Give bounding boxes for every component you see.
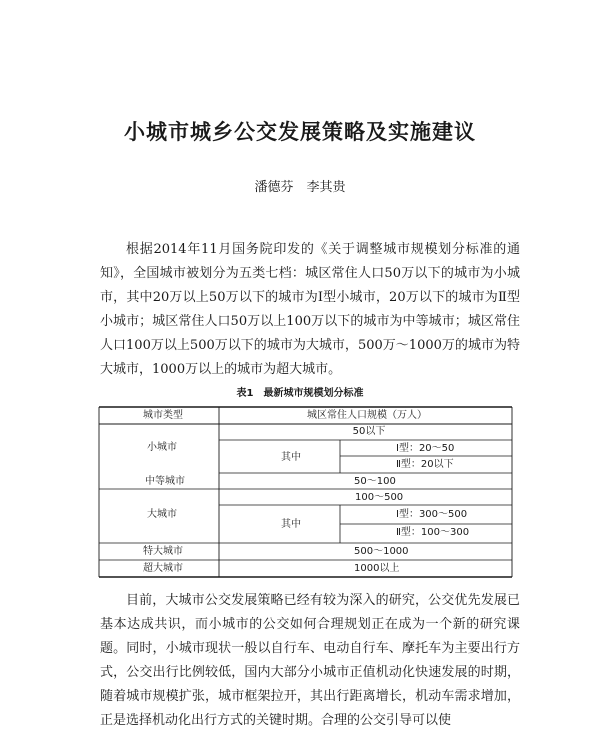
large-city-type2: Ⅱ型：100～300 [396,527,470,538]
small-city-sub-label: 其中 [281,452,301,463]
row-megacity: 特大城市 [143,546,183,557]
large-city-type1: Ⅰ型：300～500 [396,509,468,520]
large-city-sub-label: 其中 [281,519,301,530]
supercity-range: 1000以上 [354,563,400,574]
small-city-type1: Ⅰ型：20～50 [396,443,455,454]
intro-paragraph: 根据2014年11月国务院印发的《关于调整城市规模划分标准的通知》，全国城市被划分为五类七档：城区常住人口50万以下的城市为小城市，其中20万以上50万以下的城市为Ⅰ型小城市，20万以下的城市为Ⅱ型小城市；城区常住人口50万以上100万以下的城市为中等城市；城区常住人口100万以上500万以下的城市为大城市，500万～1000万的城市为特大城市，1000万以上的城市为超大城市。 [100,242,520,377]
header-population: 城区常住人口规模（万人） [307,410,427,421]
medium-city-range: 50～100 [354,476,396,487]
row-large-city: 大城市 [147,509,177,520]
row-medium-city: 中等城市 [145,476,185,487]
megacity-range: 500～1000 [354,546,409,557]
row-small-city: 小城市 [147,442,177,453]
row-supercity: 超大城市 [143,563,183,574]
body-paragraph: 目前，大城市公交发展策略已经有较为深入的研究，公交优先发展已基本达成共识，而小城市的公交如何合理规划正在成为一个新的研究课题。同时，小城市现状一般以自行车、电动自行车、摩托车为主要出行方式，公交出行比例较低，国内大部分小城市正值机动化快速发展的时期，随着城市规模扩张，城市框架拉开，其出行距离增长，机动车需求增加，正是选择机动化出行方式的关键时期。合理的公交引导可以使 [100,593,520,728]
article-title: 小城市城乡公交发展策略及实施建议 [124,119,476,144]
city-scale-table [99,407,512,577]
small-city-total: 50以下 [352,426,386,437]
header-city-type: 城市类型 [143,410,183,421]
article-authors: 潘德芬 李其贵 [254,180,346,195]
small-city-type2: Ⅱ型：20以下 [396,459,454,470]
large-city-total: 100～500 [355,492,404,503]
table-caption: 表1 最新城市规模划分标准 [236,388,364,399]
